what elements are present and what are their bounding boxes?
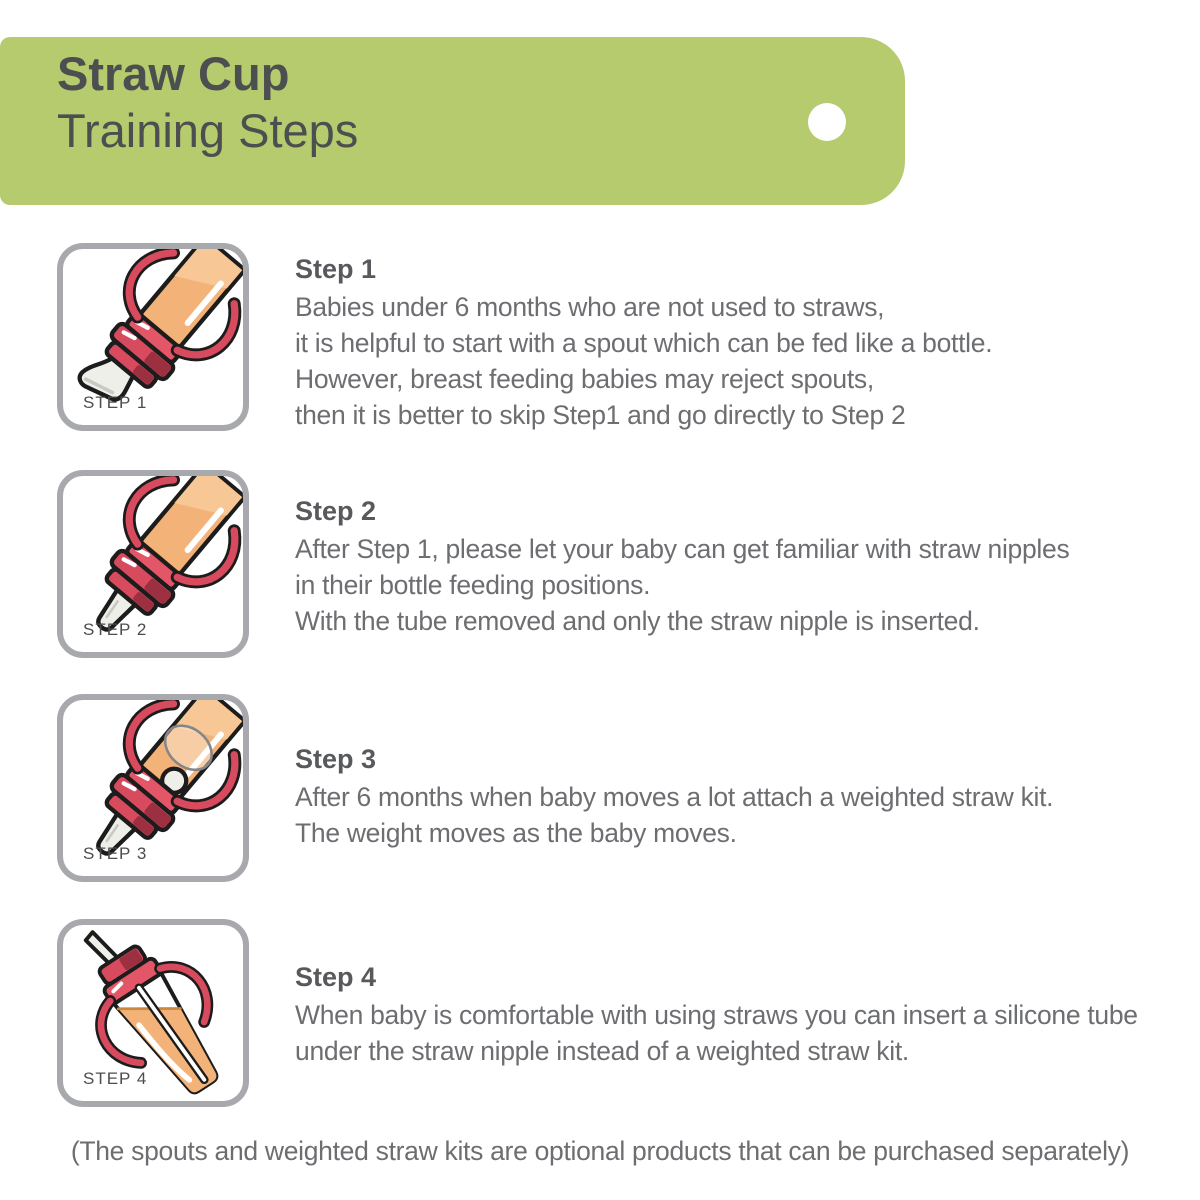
step-heading: Step 2: [295, 496, 377, 526]
step-badge: STEP 3: [83, 844, 148, 863]
step-badge: STEP 2: [83, 620, 148, 639]
page-subtitle: Training Steps: [57, 104, 359, 157]
step-4-text: [295, 960, 1138, 1069]
step-line: Babies under 6 months who are not used to straws,: [295, 292, 885, 322]
step-badge: STEP 1: [83, 393, 148, 412]
step-2-icon-box: [57, 470, 249, 658]
step-line: it is helpful to start with a spout which can be fed like a bottle.: [295, 328, 993, 358]
step-heading: Step 4: [295, 962, 377, 992]
step-line: After Step 1, please let your baby can get familiar with straw nipples: [295, 534, 1070, 564]
page-title: Straw Cup: [57, 47, 290, 100]
step-badge: STEP 4: [83, 1069, 148, 1088]
step-line: The weight moves as the baby moves.: [295, 818, 737, 848]
step-heading: Step 1: [295, 254, 377, 284]
step-4-icon-box: [57, 919, 249, 1107]
step-2-text: [295, 494, 1069, 639]
step-1-text: [295, 252, 992, 433]
step-line: With the tube removed and only the straw nipple is inserted.: [295, 606, 980, 636]
step-1-icon-box: [57, 243, 249, 431]
step-3-icon-box: [57, 694, 249, 882]
header-titles: [57, 45, 358, 159]
step-line: However, breast feeding babies may reject spouts,: [295, 364, 874, 394]
header-banner: [0, 37, 905, 205]
step-line: When baby is comfortable with using straws you can insert a silicone tube: [295, 1000, 1138, 1030]
footer-note: (The spouts and weighted straw kits are optional products that can be purchased separately): [70, 1136, 1130, 1166]
step-line: under the straw nipple instead of a weighted straw kit.: [295, 1036, 909, 1066]
step-line: then it is better to skip Step1 and go directly to Step 2: [295, 400, 906, 430]
step-heading: Step 3: [295, 744, 377, 774]
decorative-dot: [808, 103, 846, 141]
step-3-text: [295, 742, 1053, 851]
step-line: in their bottle feeding positions.: [295, 570, 651, 600]
step-line: After 6 months when baby moves a lot attach a weighted straw kit.: [295, 782, 1054, 812]
